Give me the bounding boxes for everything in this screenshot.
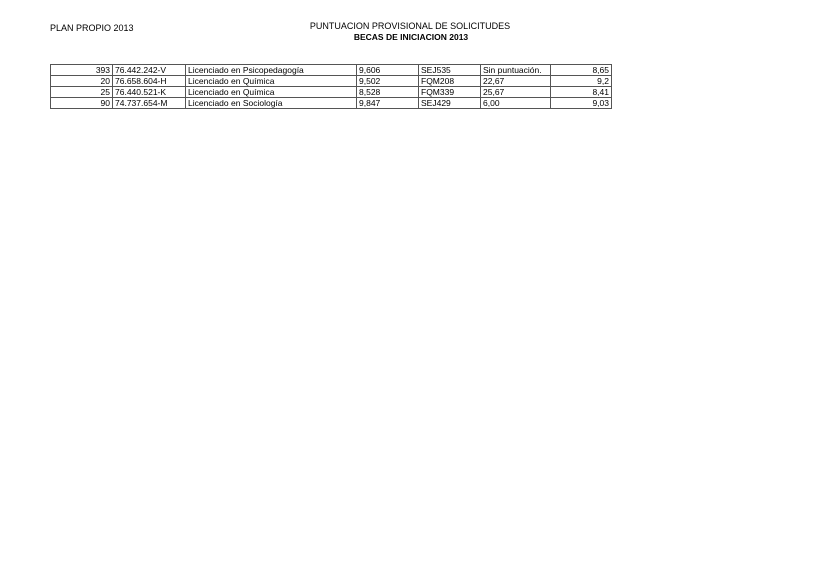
total-score-cell: 8,65 [551, 65, 612, 76]
group-score-cell: Sin puntuación. [481, 65, 551, 76]
table-row [51, 87, 612, 98]
grade-cell: 9,502 [357, 76, 419, 87]
table-row [51, 98, 612, 109]
table-row [51, 65, 612, 76]
table-row [51, 76, 612, 87]
order-number-cell: 393 [51, 65, 113, 76]
order-number-cell: 25 [51, 87, 113, 98]
id-number-cell: 74.737.654-M [113, 98, 186, 109]
group-score-cell: 22,67 [481, 76, 551, 87]
grade-cell: 9,606 [357, 65, 419, 76]
group-code-cell: SEJ535 [419, 65, 481, 76]
scores-table-body [51, 65, 612, 109]
degree-cell: Licenciado en Química [186, 76, 357, 87]
title-block [250, 21, 570, 43]
grade-cell: 9,847 [357, 98, 419, 109]
page-subtitle: BECAS DE INICIACION 2013 [353, 32, 469, 42]
degree-cell: Licenciado en Sociología [186, 98, 357, 109]
grade-cell: 8,528 [357, 87, 419, 98]
total-score-cell: 9,2 [551, 76, 612, 87]
id-number-cell: 76.442.242-V [113, 65, 186, 76]
id-number-cell: 76.658.604-H [113, 76, 186, 87]
group-score-cell: 6,00 [481, 98, 551, 109]
plan-label: PLAN PROPIO 2013 [50, 23, 134, 33]
total-score-cell: 8,41 [551, 87, 612, 98]
degree-cell: Licenciado en Psicopedagogía [186, 65, 357, 76]
group-code-cell: FQM208 [419, 76, 481, 87]
group-score-cell: 25,67 [481, 87, 551, 98]
degree-cell: Licenciado en Química [186, 87, 357, 98]
id-number-cell: 76.440.521-K [113, 87, 186, 98]
total-score-cell: 9,03 [551, 98, 612, 109]
group-code-cell: FQM339 [419, 87, 481, 98]
page-title: PUNTUACION PROVISIONAL DE SOLICITUDES [309, 21, 511, 31]
group-code-cell: SEJ429 [419, 98, 481, 109]
order-number-cell: 90 [51, 98, 113, 109]
order-number-cell: 20 [51, 76, 113, 87]
scores-table [50, 64, 612, 109]
